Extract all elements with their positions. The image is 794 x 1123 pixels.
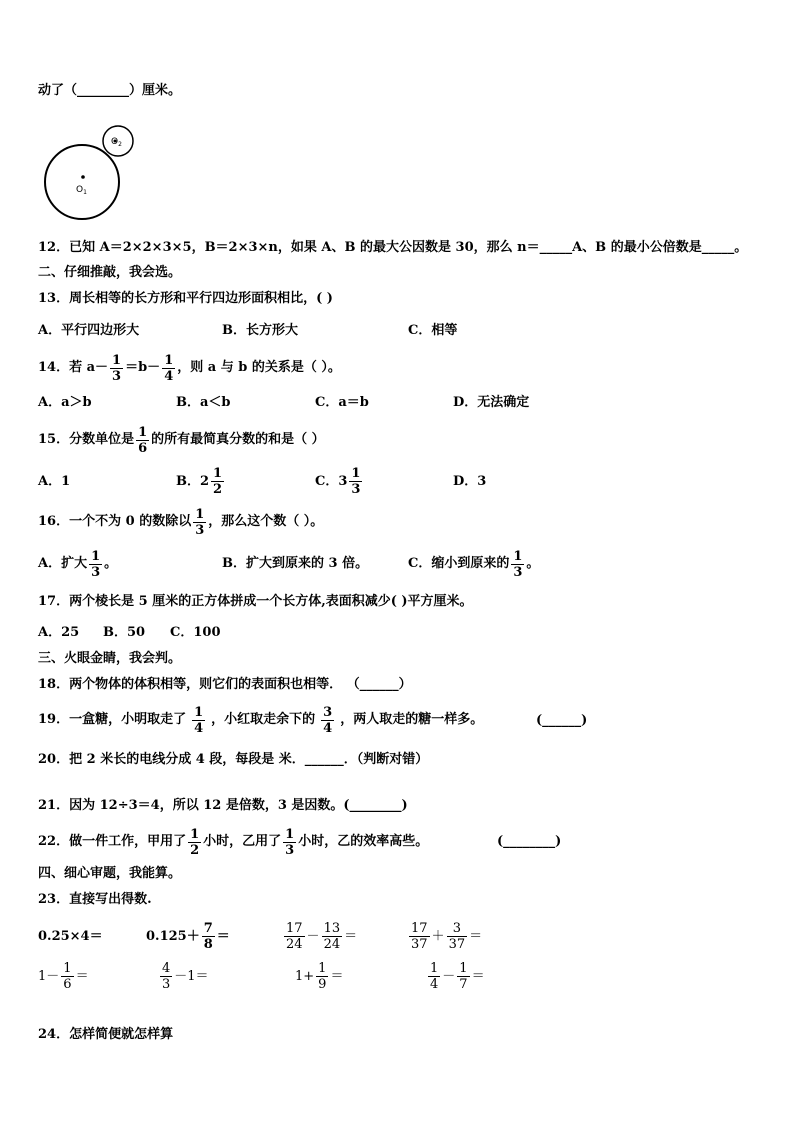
fraction: $\frac{1}{3}$ bbox=[112, 352, 122, 384]
fraction: $\frac{3}{4}$ bbox=[323, 704, 333, 736]
fraction: $\frac{1}{3}$ bbox=[195, 506, 205, 538]
q14-option-b[interactable]: B．a＜b bbox=[176, 395, 231, 410]
big-center-label: $O_1$ bbox=[76, 185, 87, 196]
calc-expression-7: 1+ $\frac{1}{9}$ ＝ bbox=[295, 960, 344, 992]
q17-option-c[interactable]: C．100 bbox=[170, 625, 221, 640]
calc-expression-8: $\frac{1}{4}$ － $\frac{1}{7}$ ＝ bbox=[430, 960, 485, 992]
answer-blank[interactable]: ________ bbox=[77, 83, 130, 98]
q16-option-c[interactable]: C．缩小到原来的 $\frac{1}{3}$ 。 bbox=[408, 548, 540, 580]
fraction: $\frac{1}{9}$ bbox=[318, 960, 327, 992]
question-17: 17．两个棱长是 5 厘米的正方体拼成一个长方体,表面积减少( )平方厘米。 bbox=[38, 594, 473, 609]
calc-expression-3: $\frac{17}{24}$ － $\frac{13}{24}$ ＝ bbox=[286, 920, 358, 952]
q16-option-b[interactable]: B．扩大到原来的 3 倍。 bbox=[222, 556, 369, 571]
calc-expression-1: 0.25×4＝ bbox=[38, 928, 103, 944]
q17-option-b[interactable]: B．50 bbox=[103, 625, 146, 640]
question-12: 12．已知 A＝2×2×3×5，B＝2×3×n，如果 A、B 的最大公因数是 30，那么 n＝_____A、B 的最小公倍数是_____。 bbox=[38, 240, 748, 255]
q14-option-c[interactable]: C．a＝b bbox=[315, 395, 369, 410]
big-circle bbox=[45, 145, 119, 219]
fraction: $\frac{3}{37}$ bbox=[448, 920, 466, 952]
q13-option-a[interactable]: A．平行四边形大 bbox=[38, 323, 140, 338]
intro-line: 动了（________）厘米。 bbox=[38, 83, 182, 98]
small-center-label: $O_2$ bbox=[111, 137, 122, 148]
q19-answer-blank[interactable]: (______) bbox=[536, 713, 588, 728]
question-22: 22．做一件工作，甲用了 $\frac{1}{2}$ 小时，乙用了 $\frac{1}{3}$ 小时，乙的效率高些。 bbox=[38, 826, 429, 858]
question-14: 14．若 a－ $\frac{1}{3}$ ＝b－ $\frac{1}{4}$ ，则 a 与 b 的关系是（ ）。 bbox=[38, 352, 341, 384]
fraction: $\frac{1}{4}$ bbox=[430, 960, 439, 992]
calc-expression-6: $\frac{4}{3}$ －1＝ bbox=[162, 960, 209, 992]
q15-option-a[interactable]: A．1 bbox=[38, 474, 71, 489]
question-23: 23．直接写出得数. bbox=[38, 892, 152, 907]
fraction: $\frac{1}{3}$ bbox=[351, 466, 361, 497]
q14-option-a[interactable]: A．a＞b bbox=[38, 395, 92, 410]
question-15: 15．分数单位是 $\frac{1}{6}$ 的所有最简真分数的和是（ ） bbox=[38, 424, 325, 456]
big-center-dot bbox=[81, 175, 85, 179]
q15-option-d[interactable]: D．3 bbox=[453, 474, 487, 489]
fraction: $\frac{1}{4}$ bbox=[164, 352, 174, 384]
fraction: $\frac{4}{3}$ bbox=[162, 960, 171, 992]
question-18: 18．两个物体的体积相等，则它们的表面积也相等． （______） bbox=[38, 677, 412, 692]
fraction: $\frac{1}{7}$ bbox=[459, 960, 468, 992]
q15-option-c[interactable]: C． 3 $\frac{1}{3}$ bbox=[315, 466, 361, 497]
fraction: $\frac{17}{24}$ bbox=[286, 920, 303, 952]
question-19: 19．一盒糖，小明取走了 $\frac{1}{4}$ ，小红取走余下的 $\frac{3}{4}$ ，两人取走的糖一样多。 bbox=[38, 704, 484, 736]
circles-figure bbox=[38, 120, 148, 226]
fraction: $\frac{1}{6}$ bbox=[63, 960, 72, 992]
question-16: 16．一个不为 0 的数除以 $\frac{1}{3}$ ，那么这个数（ ）。 bbox=[38, 506, 324, 538]
fraction: $\frac{1}{3}$ bbox=[91, 548, 101, 580]
fraction: $\frac{1}{3}$ bbox=[513, 548, 523, 580]
q13-option-c[interactable]: C．相等 bbox=[408, 323, 458, 338]
calc-expression-5: 1－ $\frac{1}{6}$ ＝ bbox=[38, 960, 89, 992]
q17-option-a[interactable]: A．25 bbox=[38, 625, 80, 640]
q13-option-b[interactable]: B．长方形大 bbox=[222, 323, 298, 338]
q15-option-b[interactable]: B． 2 $\frac{1}{2}$ bbox=[176, 466, 223, 497]
fraction: $\frac{1}{4}$ bbox=[194, 704, 204, 736]
q22-answer-blank[interactable]: (________) bbox=[497, 834, 562, 849]
calc-expression-2: 0.125＋ $\frac{7}{8}$ ＝ bbox=[146, 920, 230, 952]
question-13: 13．周长相等的长方形和平行四边形面积相比，( ) bbox=[38, 291, 333, 306]
section-3-heading: 三、火眼金睛，我会判。 bbox=[38, 651, 182, 666]
q16-option-a[interactable]: A．扩大 $\frac{1}{3}$ 。 bbox=[38, 548, 118, 580]
question-20: 20．把 2 米长的电线分成 4 段，每段是 米．______．（判断对错） bbox=[38, 752, 429, 767]
section-4-heading: 四、细心审题，我能算。 bbox=[38, 866, 182, 881]
fraction: $\frac{1}{2}$ bbox=[213, 466, 223, 497]
fraction: $\frac{1}{3}$ bbox=[285, 826, 295, 858]
fraction: $\frac{1}{2}$ bbox=[190, 826, 200, 858]
section-2-heading: 二、仔细推敲，我会选。 bbox=[38, 265, 182, 280]
fraction: $\frac{17}{37}$ bbox=[411, 920, 428, 952]
fraction: $\frac{13}{24}$ bbox=[323, 920, 341, 952]
fraction: $\frac{1}{6}$ bbox=[138, 424, 148, 456]
fraction: $\frac{7}{8}$ bbox=[203, 920, 213, 952]
question-21: 21．因为 12÷3＝4，所以 12 是倍数，3 是因数。(________) bbox=[38, 798, 408, 813]
calc-expression-4: $\frac{17}{37}$ ＋ $\frac{3}{37}$ ＝ bbox=[411, 920, 483, 952]
question-24: 24．怎样简便就怎样算 bbox=[38, 1027, 174, 1042]
q14-option-d[interactable]: D．无法确定 bbox=[453, 395, 530, 410]
